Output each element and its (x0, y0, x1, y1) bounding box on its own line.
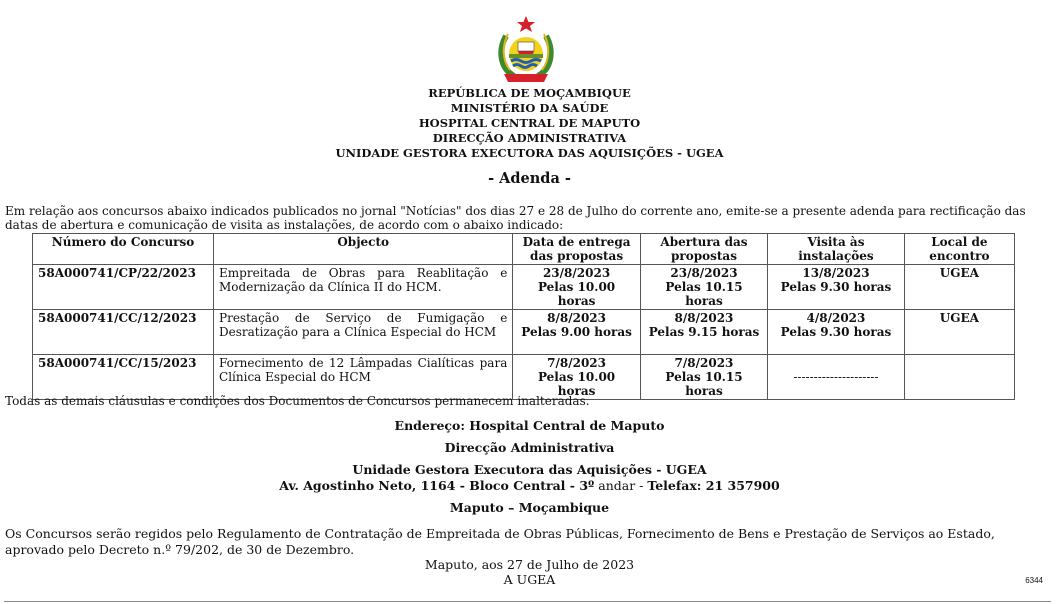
visit-cell (768, 355, 905, 400)
visit-cell (768, 310, 905, 355)
regulation-paragraph: Os Concursos serão regidos pelo Regulamento de Contratação de Empreitada de Obras Públicas, Fornecimento de Bens e Prestação de Serviços ao Estado, aprovado pelo Decreto n.º 79/202, de 30 de Dezembro. (5, 526, 995, 557)
tender-object: Prestação de Serviço de Fumigação e Desratização para a Clínica Especial do HCM (214, 310, 513, 355)
col-opening-header: Abertura das propostas (640, 234, 767, 265)
visit-date: 13/8/2023 (802, 266, 870, 280)
address-street: Av. Agostinho Neto, 1164 - Bloco Central - 3º (279, 478, 595, 493)
tender-object: Empreitada de Obras para Reablitação e Modernização da Clínica II do HCM. (214, 265, 513, 310)
opening-cell (640, 355, 767, 400)
header-country: REPÚBLICA DE MOÇAMBIQUE (428, 86, 631, 100)
visit-cell (768, 265, 905, 310)
address-floor: andar - (594, 478, 648, 493)
table-header-row (33, 234, 1015, 265)
address-line-unit: Unidade Gestora Executora das Aquisições - UGEA (352, 462, 707, 477)
header-unit: UNIDADE GESTORA EXECUTORA DAS AQUISIÇÕES - UGEA (335, 146, 724, 160)
bottom-divider (4, 601, 1051, 602)
header-ministry: MINISTÉRIO DA SAÚDE (450, 101, 609, 115)
opening-time: Pelas 10.15 horas (665, 280, 743, 308)
visit-date: 4/8/2023 (806, 311, 866, 325)
document-title: - Adenda - (488, 170, 571, 187)
col-delivery-header: Data de entrega das propostas (513, 234, 640, 265)
coat-of-arms-icon (492, 14, 560, 84)
table-row (33, 310, 1015, 355)
address-line-hospital: Endereço: Hospital Central de Maputo (394, 418, 665, 433)
signature-block (0, 557, 1059, 587)
meeting-location: UGEA (904, 310, 1014, 355)
address-line-street (0, 478, 1059, 494)
address-telefax: Telefax: 21 357900 (647, 478, 780, 493)
table-row (33, 355, 1015, 400)
opening-cell (640, 265, 767, 310)
tender-table (32, 233, 1015, 400)
place-date: Maputo, aos 27 de Julho de 2023 (424, 557, 635, 572)
opening-time: Pelas 10.15 horas (665, 370, 743, 398)
visit-date (773, 356, 899, 370)
tender-number: 58A000741/CC/15/2023 (33, 355, 214, 400)
col-number-header: Número do Concurso (33, 234, 214, 265)
address-block (0, 418, 1059, 516)
delivery-date: 8/8/2023 (547, 311, 606, 325)
signer: A UGEA (503, 572, 556, 587)
intro-paragraph: Em relação aos concursos abaixo indicados publicados no jornal "Notícias" dos dias 27 e 28 de Julho do corrente ano, emite-se a presente adenda para rectificação das datas de abertura e comunicação de visita as instalações, de acordo com o abaixo indicado: (5, 204, 1026, 232)
opening-date: 7/8/2023 (674, 356, 734, 370)
tender-number: 58A000741/CP/22/2023 (33, 265, 214, 310)
col-visit-header: Visita às instalações (768, 234, 905, 265)
delivery-cell (513, 355, 640, 400)
table-row (33, 265, 1015, 310)
opening-cell (640, 310, 767, 355)
opening-date: 23/8/2023 (670, 266, 738, 280)
delivery-time: Pelas 10.00 horas (537, 280, 616, 308)
opening-date: 8/8/2023 (674, 311, 734, 325)
tender-number: 58A000741/CC/12/2023 (33, 310, 214, 355)
header-hospital: HOSPITAL CENTRAL DE MAPUTO (418, 116, 641, 130)
col-location-header: Local de encontro (904, 234, 1014, 265)
col-object-header: Objecto (214, 234, 513, 265)
meeting-location: UGEA (904, 265, 1014, 310)
delivery-time: Pelas 9.00 horas (521, 325, 632, 339)
meeting-location (904, 355, 1014, 400)
delivery-cell (513, 265, 640, 310)
visit-placeholder: --------------------- (793, 370, 879, 384)
delivery-time: Pelas 10.00 horas (537, 370, 616, 398)
tender-object: Fornecimento de 12 Lâmpadas Cialíticas para Clínica Especial do HCM (214, 355, 513, 400)
header-directorate: DIRECÇÃO ADMINISTRATIVA (432, 131, 627, 145)
closing-statement: Todas as demais cláusulas e condições dos Documentos de Concursos permanecem inalteradas. (5, 394, 590, 408)
opening-time: Pelas 9.15 horas (648, 325, 760, 339)
visit-time: Pelas 9.30 horas (780, 325, 892, 339)
visit-time: Pelas 9.30 horas (780, 280, 892, 294)
reference-number: 6344 (1025, 576, 1043, 585)
delivery-cell (513, 310, 640, 355)
delivery-date: 7/8/2023 (547, 356, 606, 370)
document-header (0, 86, 1059, 161)
address-line-directorate: Direcção Administrativa (444, 440, 615, 455)
address-line-city: Maputo – Moçambique (449, 500, 610, 515)
delivery-date: 23/8/2023 (542, 266, 611, 280)
